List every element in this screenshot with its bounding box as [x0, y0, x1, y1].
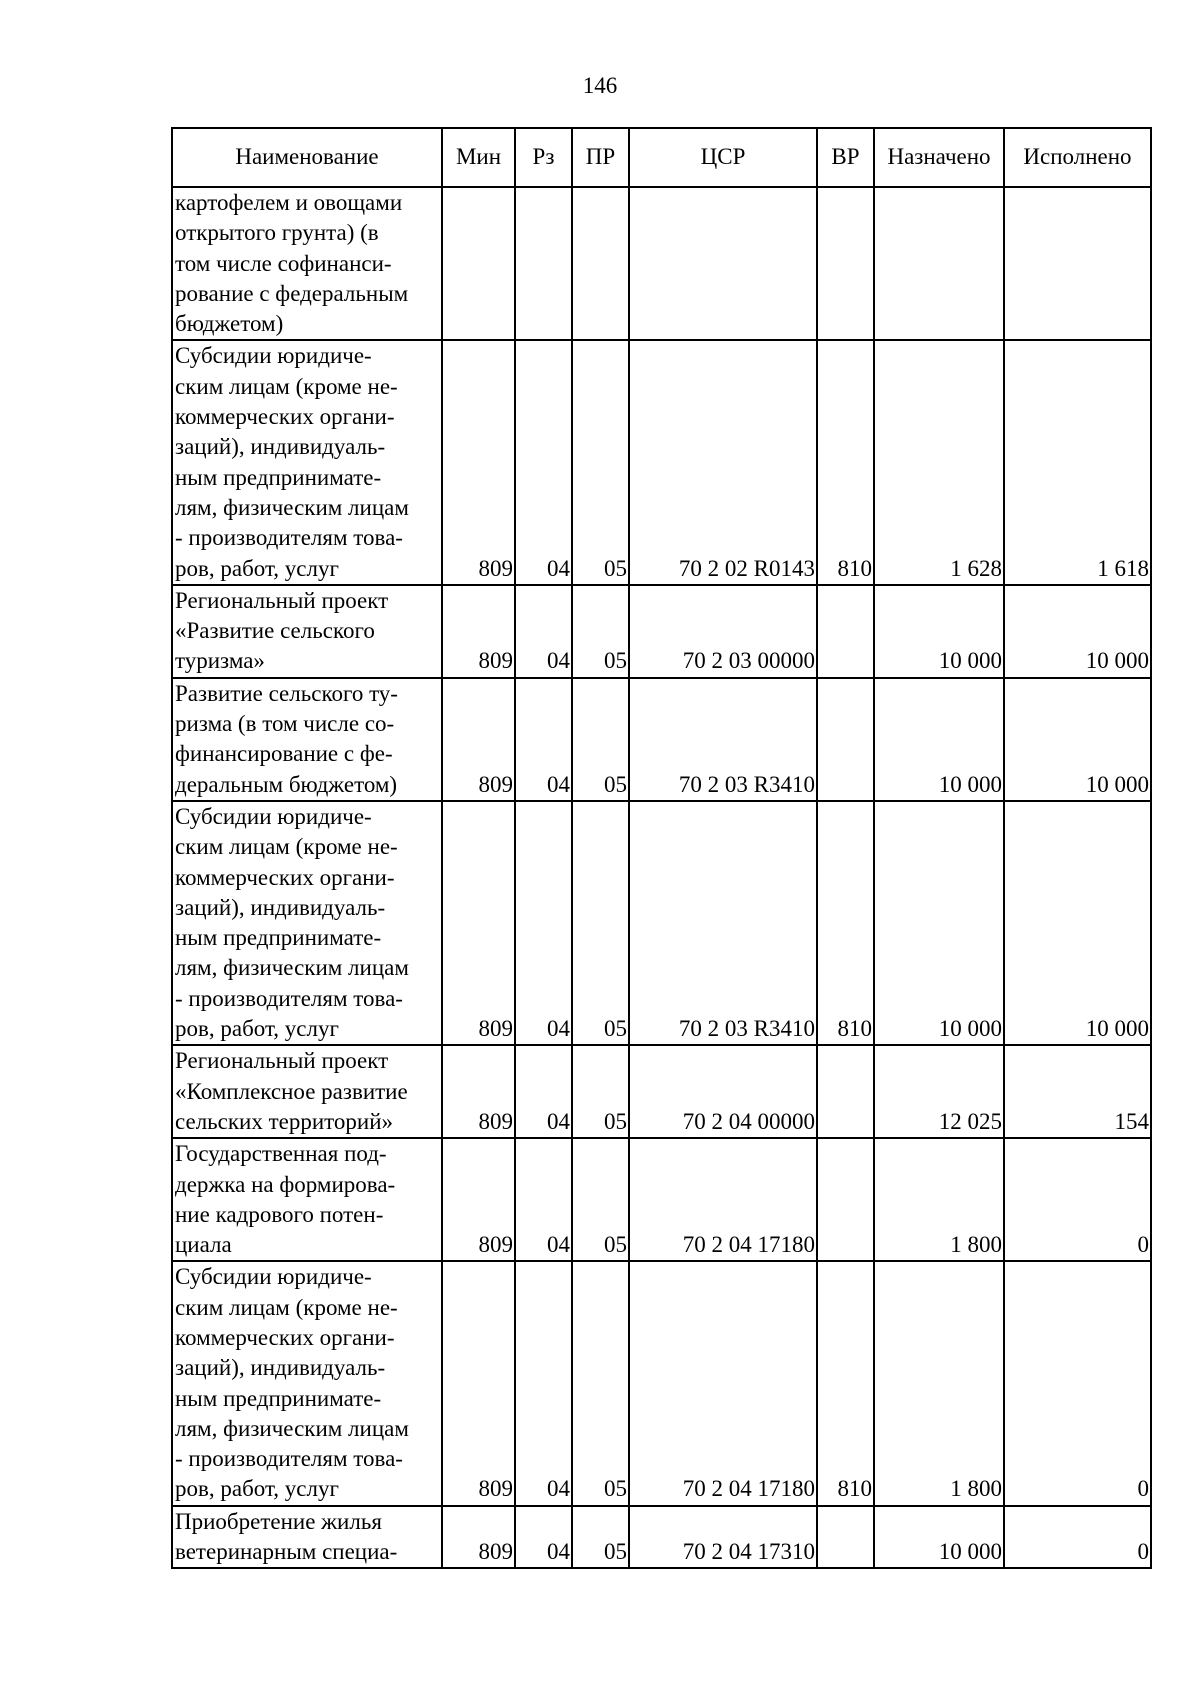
name-line: ным предпринимате-	[175, 464, 382, 490]
cell-min: 809	[442, 1506, 515, 1569]
cell-vr	[817, 1045, 874, 1138]
cell-csr: 70 2 03 R3410	[629, 678, 817, 801]
cell-pr: 05	[572, 1045, 629, 1138]
cell-name	[172, 1506, 442, 1569]
table-row	[172, 801, 1151, 1045]
cell-csr: 70 2 04 00000	[629, 1045, 817, 1138]
name-line: держка на формирова-	[175, 1171, 396, 1197]
cell-min: 809	[442, 585, 515, 678]
name-line: - производителям това-	[175, 525, 403, 551]
name-line: Региональный проект	[175, 587, 389, 613]
name-line: ров, работ, услуг	[175, 1016, 339, 1042]
table-row	[172, 1138, 1151, 1261]
name-line: лям, физическим лицам	[175, 1415, 409, 1441]
cell-rz: 04	[515, 1506, 572, 1569]
cell-name	[172, 340, 442, 584]
cell-assigned: 10 000	[874, 585, 1004, 678]
cell-min: 809	[442, 340, 515, 584]
cell-rz	[515, 187, 572, 340]
cell-assigned: 10 000	[874, 1506, 1004, 1569]
cell-assigned: 1 628	[874, 340, 1004, 584]
cell-rz: 04	[515, 340, 572, 584]
name-line: Субсидии юридиче-	[175, 343, 372, 369]
cell-csr: 70 2 04 17310	[629, 1506, 817, 1569]
cell-vr	[817, 678, 874, 801]
name-line: Субсидии юридиче-	[175, 803, 372, 829]
name-line: ским лицам (кроме не-	[175, 373, 398, 399]
cell-vr: 810	[817, 801, 874, 1045]
column-header-vr: ВР	[817, 128, 874, 187]
name-line: ским лицам (кроме не-	[175, 1294, 398, 1320]
cell-rz: 04	[515, 678, 572, 801]
cell-pr: 05	[572, 1138, 629, 1261]
name-line: Развитие сельского ту-	[175, 680, 398, 706]
name-line: деральным бюджетом)	[175, 771, 398, 797]
cell-executed	[1004, 187, 1151, 340]
cell-pr: 05	[572, 340, 629, 584]
cell-csr: 70 2 03 00000	[629, 585, 817, 678]
cell-assigned: 10 000	[874, 678, 1004, 801]
column-header-executed: Исполнено	[1004, 128, 1151, 187]
name-line: Государственная под-	[175, 1141, 387, 1167]
page-number: 146	[582, 73, 618, 98]
table-body	[172, 187, 1151, 1568]
name-line: лям, физическим лицам	[175, 955, 409, 981]
cell-assigned: 1 800	[874, 1261, 1004, 1505]
table-header-row	[172, 128, 1151, 187]
cell-vr	[817, 585, 874, 678]
cell-assigned: 10 000	[874, 801, 1004, 1045]
cell-vr: 810	[817, 340, 874, 584]
cell-rz: 04	[515, 1045, 572, 1138]
cell-csr	[629, 187, 817, 340]
cell-executed: 154	[1004, 1045, 1151, 1138]
cell-assigned: 12 025	[874, 1045, 1004, 1138]
cell-vr: 810	[817, 1261, 874, 1505]
name-line: Региональный проект	[175, 1048, 389, 1074]
table-row	[172, 1261, 1151, 1505]
cell-executed: 10 000	[1004, 585, 1151, 678]
name-line: бюджетом)	[175, 311, 284, 337]
cell-min: 809	[442, 1138, 515, 1261]
cell-csr: 70 2 03 R3410	[629, 801, 817, 1045]
cell-executed: 0	[1004, 1138, 1151, 1261]
cell-vr	[817, 1138, 874, 1261]
table-row	[172, 585, 1151, 678]
table-row	[172, 340, 1151, 584]
name-line: ным предпринимате-	[175, 925, 382, 951]
cell-executed: 10 000	[1004, 801, 1151, 1045]
name-line: - производителям това-	[175, 985, 403, 1011]
name-line: коммерческих органи-	[175, 404, 395, 430]
name-line: заций), индивидуаль-	[175, 894, 386, 920]
cell-assigned: 1 800	[874, 1138, 1004, 1261]
name-line: - производителям това-	[175, 1446, 403, 1472]
name-line: коммерческих органи-	[175, 864, 395, 890]
name-line: том числе софинанси-	[175, 250, 392, 276]
name-line: Приобретение жилья	[175, 1508, 382, 1534]
cell-executed: 0	[1004, 1261, 1151, 1505]
name-line: ризма (в том числе со-	[175, 711, 395, 737]
cell-rz: 04	[515, 585, 572, 678]
cell-rz: 04	[515, 801, 572, 1045]
name-line: ским лицам (кроме не-	[175, 834, 398, 860]
cell-pr: 05	[572, 585, 629, 678]
name-line: ние кадрового потен-	[175, 1201, 384, 1227]
cell-executed: 1 618	[1004, 340, 1151, 584]
cell-min: 809	[442, 678, 515, 801]
cell-executed: 10 000	[1004, 678, 1151, 801]
name-line: ров, работ, услуг	[175, 555, 339, 581]
cell-assigned	[874, 187, 1004, 340]
name-line: «Развитие сельского	[175, 618, 375, 644]
name-line: «Комплексное развитие	[175, 1078, 408, 1104]
table-row	[172, 678, 1151, 801]
cell-vr	[817, 187, 874, 340]
name-line: ветеринарным специа-	[175, 1539, 398, 1565]
column-header-pr: ПР	[572, 128, 629, 187]
cell-pr: 05	[572, 678, 629, 801]
cell-min: 809	[442, 801, 515, 1045]
cell-name	[172, 1045, 442, 1138]
name-line: циала	[175, 1232, 232, 1258]
cell-min: 809	[442, 1045, 515, 1138]
cell-name	[172, 678, 442, 801]
cell-vr	[817, 1506, 874, 1569]
cell-csr: 70 2 04 17180	[629, 1261, 817, 1505]
cell-min	[442, 187, 515, 340]
cell-executed: 0	[1004, 1506, 1151, 1569]
cell-rz: 04	[515, 1261, 572, 1505]
name-line: сельских территорий»	[175, 1108, 394, 1134]
name-line: финансирование с фе-	[175, 741, 393, 767]
table-row	[172, 1506, 1151, 1569]
cell-csr: 70 2 04 17180	[629, 1138, 817, 1261]
cell-rz: 04	[515, 1138, 572, 1261]
name-line: заций), индивидуаль-	[175, 1355, 386, 1381]
name-line: открытого грунта) (в	[175, 220, 379, 246]
cell-pr: 05	[572, 1261, 629, 1505]
column-header-min: Мин	[442, 128, 515, 187]
column-header-rz: Рз	[515, 128, 572, 187]
budget-table	[171, 127, 1152, 1569]
name-line: лям, физическим лицам	[175, 494, 409, 520]
cell-name	[172, 801, 442, 1045]
cell-csr: 70 2 02 R0143	[629, 340, 817, 584]
name-line: Субсидии юридиче-	[175, 1264, 372, 1290]
cell-name	[172, 585, 442, 678]
table-row	[172, 1045, 1151, 1138]
cell-pr	[572, 187, 629, 340]
column-header-name: Наименование	[172, 128, 442, 187]
name-line: ров, работ, услуг	[175, 1476, 339, 1502]
name-line: заций), индивидуаль-	[175, 434, 386, 460]
cell-name	[172, 187, 442, 340]
name-line: картофелем и овощами	[175, 190, 403, 215]
name-line: рование с федеральным	[175, 280, 409, 306]
cell-name	[172, 1261, 442, 1505]
cell-min: 809	[442, 1261, 515, 1505]
name-line: туризма»	[175, 648, 265, 674]
column-header-csr: ЦСР	[629, 128, 817, 187]
column-header-assigned: Назначено	[874, 128, 1004, 187]
cell-name	[172, 1138, 442, 1261]
cell-pr: 05	[572, 801, 629, 1045]
name-line: ным предпринимате-	[175, 1385, 382, 1411]
name-line: коммерческих органи-	[175, 1324, 395, 1350]
table-row	[172, 187, 1151, 340]
cell-pr: 05	[572, 1506, 629, 1569]
